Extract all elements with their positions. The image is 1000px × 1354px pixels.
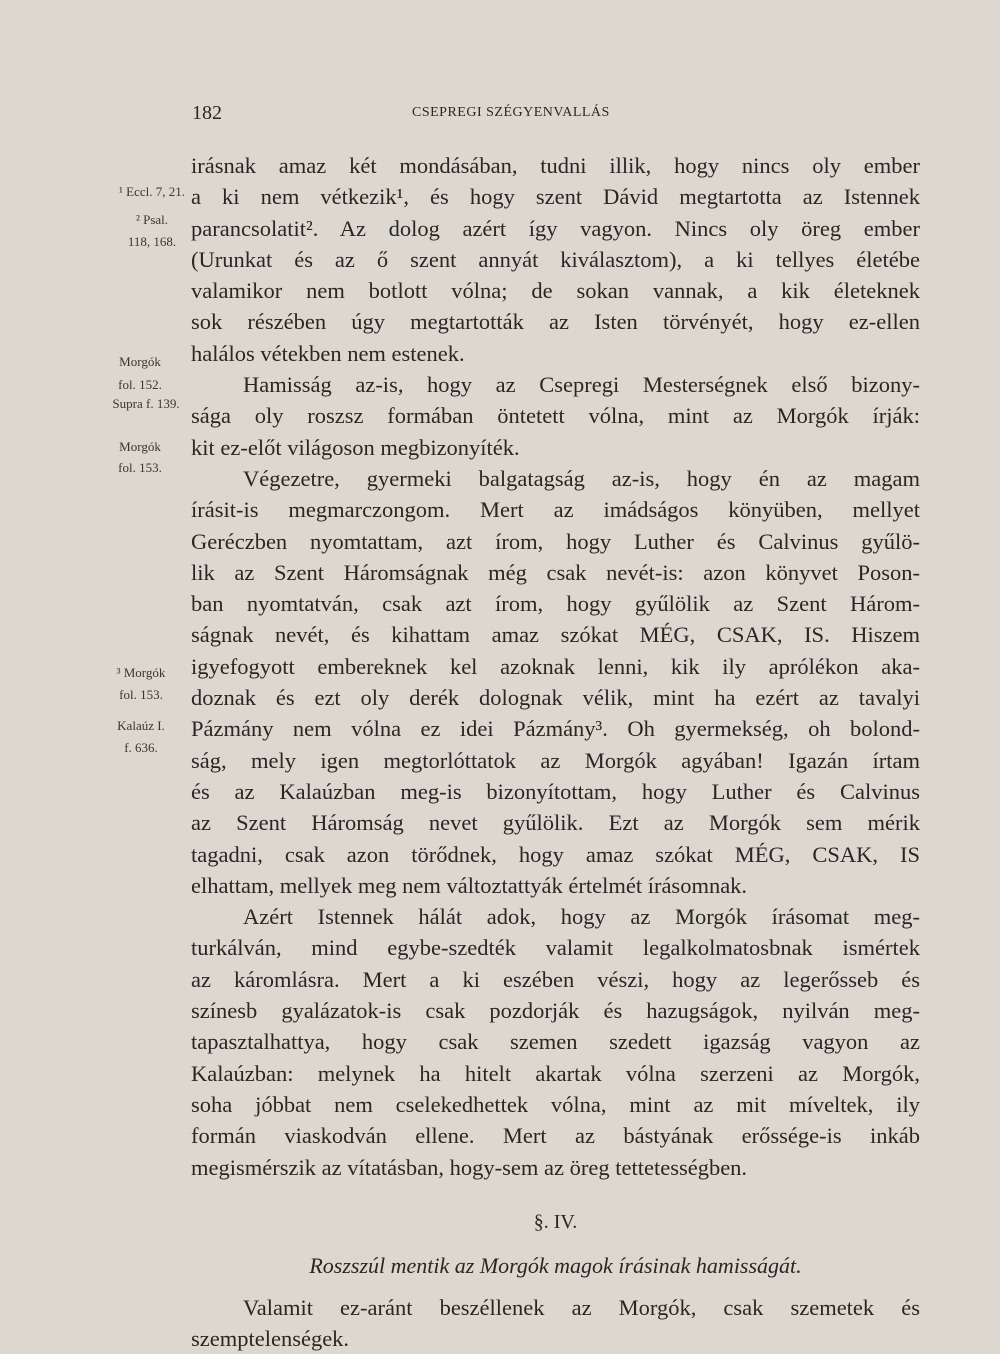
- margin-note: Kalaúz I.: [117, 718, 165, 733]
- text-line: igyefogyott embereknek kel azoknak lenni, kik ily aprólékon aka-: [191, 653, 920, 679]
- text-line: szemptelenségek.: [191, 1326, 350, 1352]
- text-line: Azért Istennek hálát adok, hogy az Morgók írásomat meg-: [243, 904, 920, 930]
- text-line: doznak és ezt oly derék dolognak vélik, mint ha ezért az tavalyi: [191, 685, 920, 711]
- page-header: [192, 102, 910, 126]
- body-text: [191, 150, 920, 1354]
- text-line: és az Kalaúzban meg-is bizonyítottam, hogy Luther és Calvinus: [191, 778, 920, 804]
- text-line: sága oly roszsz formában öntetett vólna, mint az Morgók írják:: [191, 403, 920, 429]
- margin-note: fol. 153.: [118, 460, 162, 475]
- text-line: Valamit ez-aránt beszéllenek az Morgók, csak szemetek és: [243, 1294, 920, 1320]
- text-line: formán viaskodván ellene. Mert az bástyának erőssége-is inkáb: [191, 1123, 920, 1149]
- text-line: elhattam, mellyek meg nem változtattyák értelmét írásomnak.: [191, 872, 748, 898]
- text-line: sok részében úgy megtartották az Isten törvényét, hogy ez-ellen: [191, 309, 920, 335]
- text-line: turkálván, mind egybe-szedték valamit legalkolmatosbnak ismértek: [191, 935, 920, 961]
- margin-note: Morgók: [119, 354, 161, 369]
- margin-note: Morgók: [119, 439, 161, 454]
- text-line: Pázmány nem vólna ez idei Pázmány³. Oh gyermekség, oh bolond-: [191, 716, 920, 742]
- text-line: valamikor nem botlott vólna; de sokan vannak, a kik életeknek: [191, 278, 920, 304]
- text-line: lik az Szent Háromságnak még csak nevét-is: azon könyvet Poson-: [191, 559, 920, 585]
- text-line: halálos vétekben nem estenek.: [191, 340, 465, 366]
- text-line: az káromlásra. Mert a ki eszében vészi, hogy az legerősseb és: [191, 966, 920, 992]
- page-number: 182: [192, 102, 222, 124]
- text-line: írásit-is megmarczongom. Mert az imádságos könyüben, mellyet: [191, 497, 920, 523]
- text-line: a ki nem vétkezik¹, és hogy szent Dávid megtartotta az Istennek: [191, 184, 920, 210]
- text-line: színesb gyalázatok-is csak pozdorják és hazugságok, nyilván meg-: [191, 998, 920, 1024]
- running-title: CSEPREGI SZÉGYENVALLÁS: [412, 105, 610, 120]
- margin-note: ¹ Eccl. 7, 21.: [119, 184, 185, 199]
- text-line: (Urunkat és az ő szent annyát kiválasztom), a ki tellyes életébe: [191, 246, 920, 272]
- margin-note: ² Psal.: [135, 212, 169, 227]
- text-line: Geréczben nyomtattam, azt írom, hogy Luther és Calvinus gyűlö-: [191, 528, 920, 554]
- text-line: tagadni, csak azon törődnek, hogy amaz szókat MÉG, CSAK, IS: [191, 841, 920, 867]
- text-line: tapasztalhattya, hogy csak szemen szedett igazság vagyon az: [191, 1029, 920, 1055]
- text-line: kit ez-előt világoson megbizonyíték.: [191, 434, 520, 460]
- text-line: ság, mely igen megtorlóttatok az Morgók agyában! Igazán írtam: [191, 747, 920, 773]
- margin-note: f. 636.: [124, 740, 158, 755]
- text-line: az Szent Háromság nevet gyűlölik. Ezt az Morgók sem mérik: [191, 810, 920, 836]
- text-line: Hamisság az-is, hogy az Csepregi Mesterségnek első bizony-: [243, 372, 920, 398]
- margin-note: Supra f. 139.: [112, 396, 180, 411]
- margin-note: 118, 168.: [127, 234, 177, 249]
- margin-note: ³ Morgók: [116, 665, 166, 680]
- section-title: Roszszúl mentik az Morgók magok írásinak hamisságát.: [309, 1252, 802, 1278]
- section-number: §. IV.: [533, 1210, 578, 1233]
- text-line: irásnak amaz két mondásában, tudni illik, hogy nincs oly ember: [191, 153, 920, 178]
- text-line: ban nyomtatván, csak azt írom, hogy gyűlölik az Szent Három-: [191, 591, 920, 617]
- margin-note: fol. 152.: [118, 377, 162, 392]
- margin-note: fol. 153.: [119, 687, 163, 702]
- text-line: soha jóbbat nem cselekedhettek vólna, mint az mit míveltek, ily: [191, 1091, 920, 1117]
- text-line: Végezetre, gyermeki balgatagság az-is, hogy én az magam: [243, 465, 920, 491]
- text-line: megismérszik az vítatásban, hogy-sem az öreg tettetességben.: [191, 1154, 748, 1180]
- text-line: parancsolatit². Az dolog azért így vagyon. Nincs oly öreg ember: [191, 215, 920, 241]
- text-line: ságnak nevét, és kihattam amaz szókat MÉG, CSAK, IS. Hiszem: [191, 622, 920, 648]
- text-line: Kalaúzban: melynek ha hitelt akartak vólna szerzeni az Morgók,: [191, 1060, 920, 1086]
